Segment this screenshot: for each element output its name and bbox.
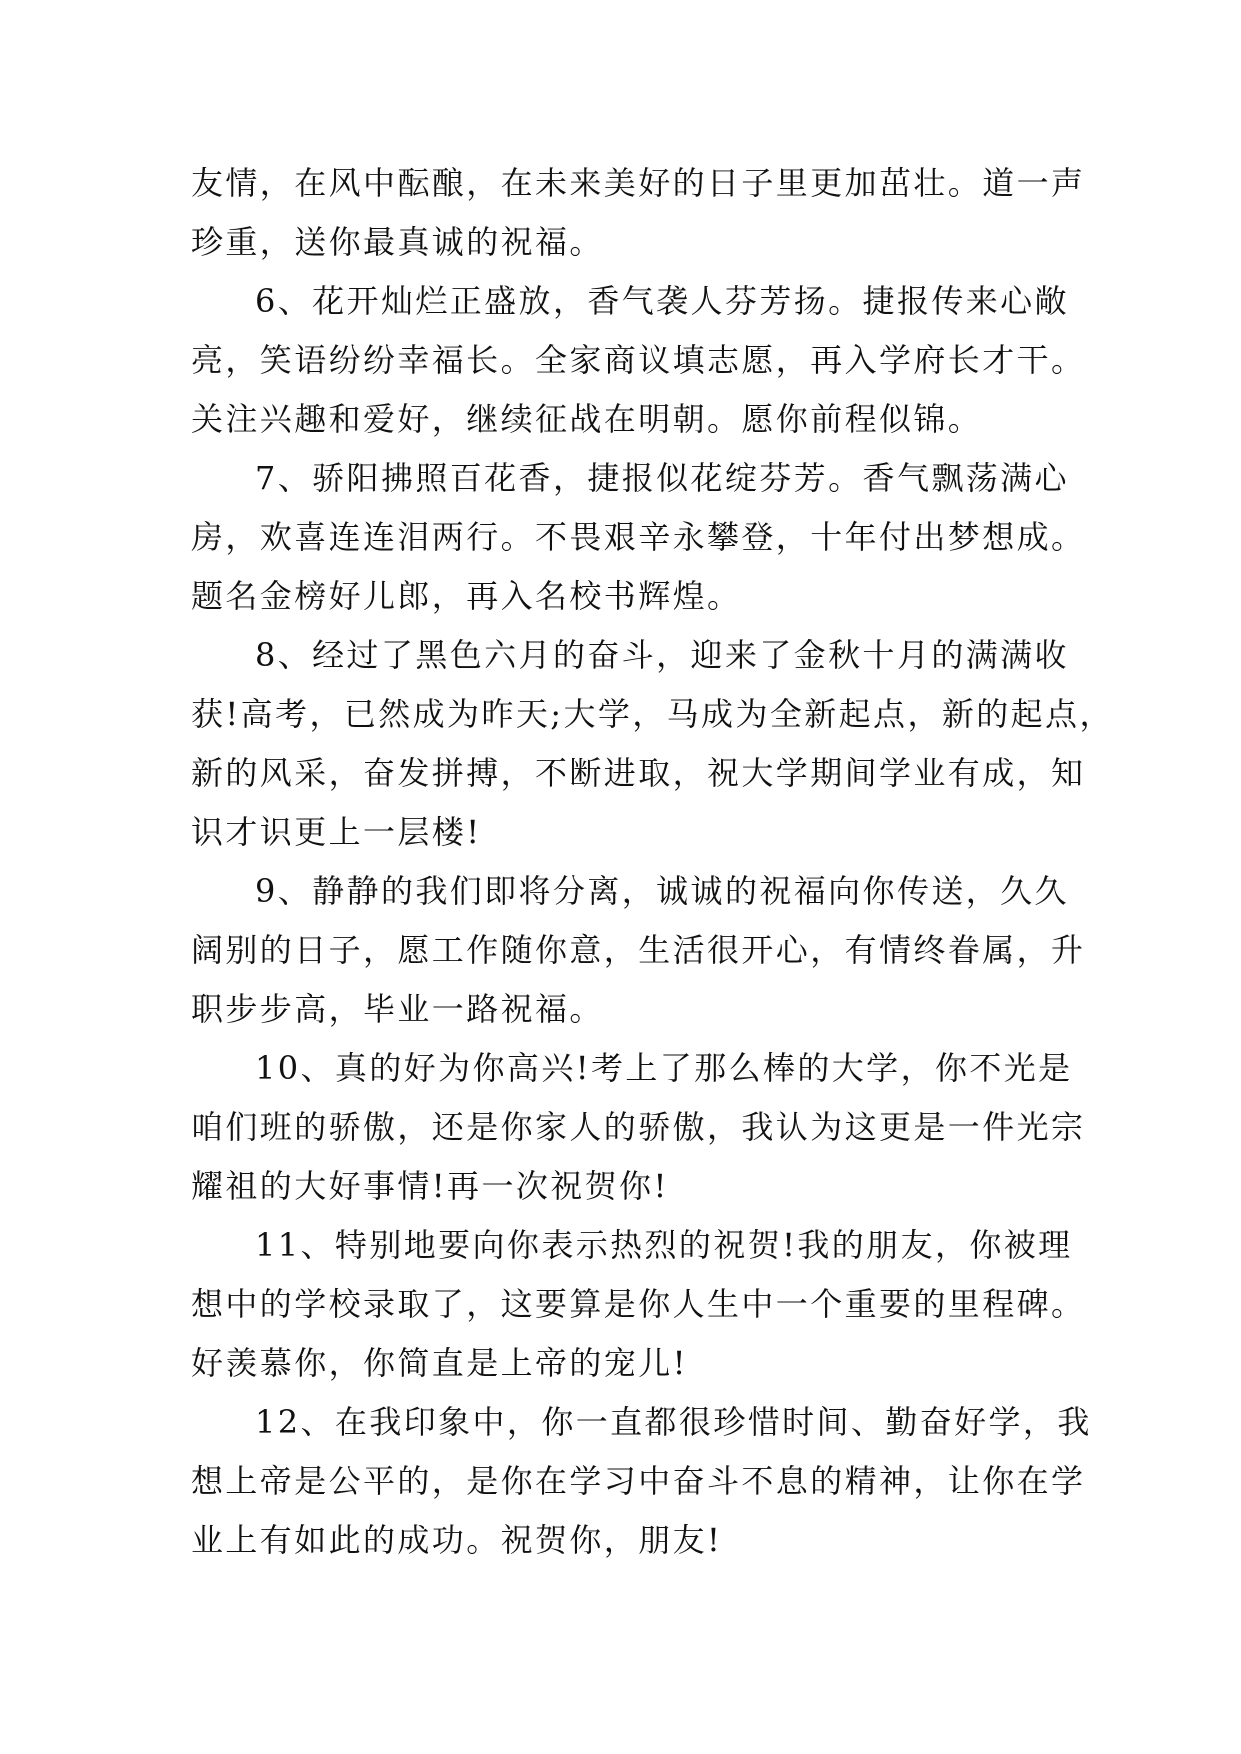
text-line: 关注兴趣和爱好，继续征战在明朝。愿你前程似锦。: [191, 400, 983, 438]
text-line: 房，欢喜连连泪两行。不畏艰辛永攀登，十年付出梦想成。: [191, 518, 1086, 556]
paragraph-start-line: 9、静静的我们即将分离，诚诚的祝福向你传送，久久: [255, 872, 1069, 910]
document-body: [191, 154, 1114, 1570]
paragraph-start-line: 6、花开灿烂正盛放，香气袭人芬芳扬。捷报传来心敞: [255, 282, 1069, 320]
text-line: 耀祖的大好事情!再一次祝贺你!: [191, 1167, 669, 1205]
paragraph-start-line: 11、特别地要向你表示热烈的祝贺!我的朋友，你被理: [255, 1226, 1073, 1264]
paragraph-start-line: 7、骄阳拂照百花香，捷报似花绽芬芳。香气飘荡满心: [255, 459, 1069, 497]
text-line: 识才识更上一层楼!: [191, 813, 482, 851]
paragraph-start-line: 12、在我印象中，你一直都很珍惜时间、勤奋好学，我: [255, 1403, 1092, 1441]
paragraph-start-line: 8、经过了黑色六月的奋斗，迎来了金秋十月的满满收: [255, 636, 1069, 674]
text-line: 咱们班的骄傲，还是你家人的骄傲，我认为这更是一件光宗: [191, 1108, 1086, 1146]
text-line: 新的风采，奋发拼搏，不断进取，祝大学期间学业有成，知: [191, 754, 1086, 792]
text-line: 好羡慕你，你简直是上帝的宠儿!: [191, 1344, 688, 1382]
text-line: 想中的学校录取了，这要算是你人生中一个重要的里程碑。: [191, 1285, 1086, 1323]
text-line: 阔别的日子，愿工作随你意，生活很开心，有情终眷属，升: [191, 931, 1086, 969]
text-line: 职步步高，毕业一路祝福。: [191, 990, 604, 1028]
text-line: 想上帝是公平的，是你在学习中奋斗不息的精神，让你在学: [191, 1462, 1086, 1500]
text-line: 亮，笑语纷纷幸福长。全家商议填志愿，再入学府长才干。: [191, 341, 1086, 379]
text-line: 业上有如此的成功。祝贺你，朋友!: [191, 1521, 723, 1559]
text-line: 珍重，送你最真诚的祝福。: [191, 223, 604, 261]
paragraph-start-line: 10、真的好为你高兴!考上了那么棒的大学，你不光是: [255, 1049, 1073, 1087]
text-line: 题名金榜好儿郎，再入名校书辉煌。: [191, 577, 742, 615]
text-line: 获!高考，已然成为昨天;大学，马成为全新起点，新的起点，: [191, 695, 1114, 733]
text-line: 友情，在风中酝酿，在未来美好的日子里更加茁壮。道一声: [191, 164, 1086, 202]
